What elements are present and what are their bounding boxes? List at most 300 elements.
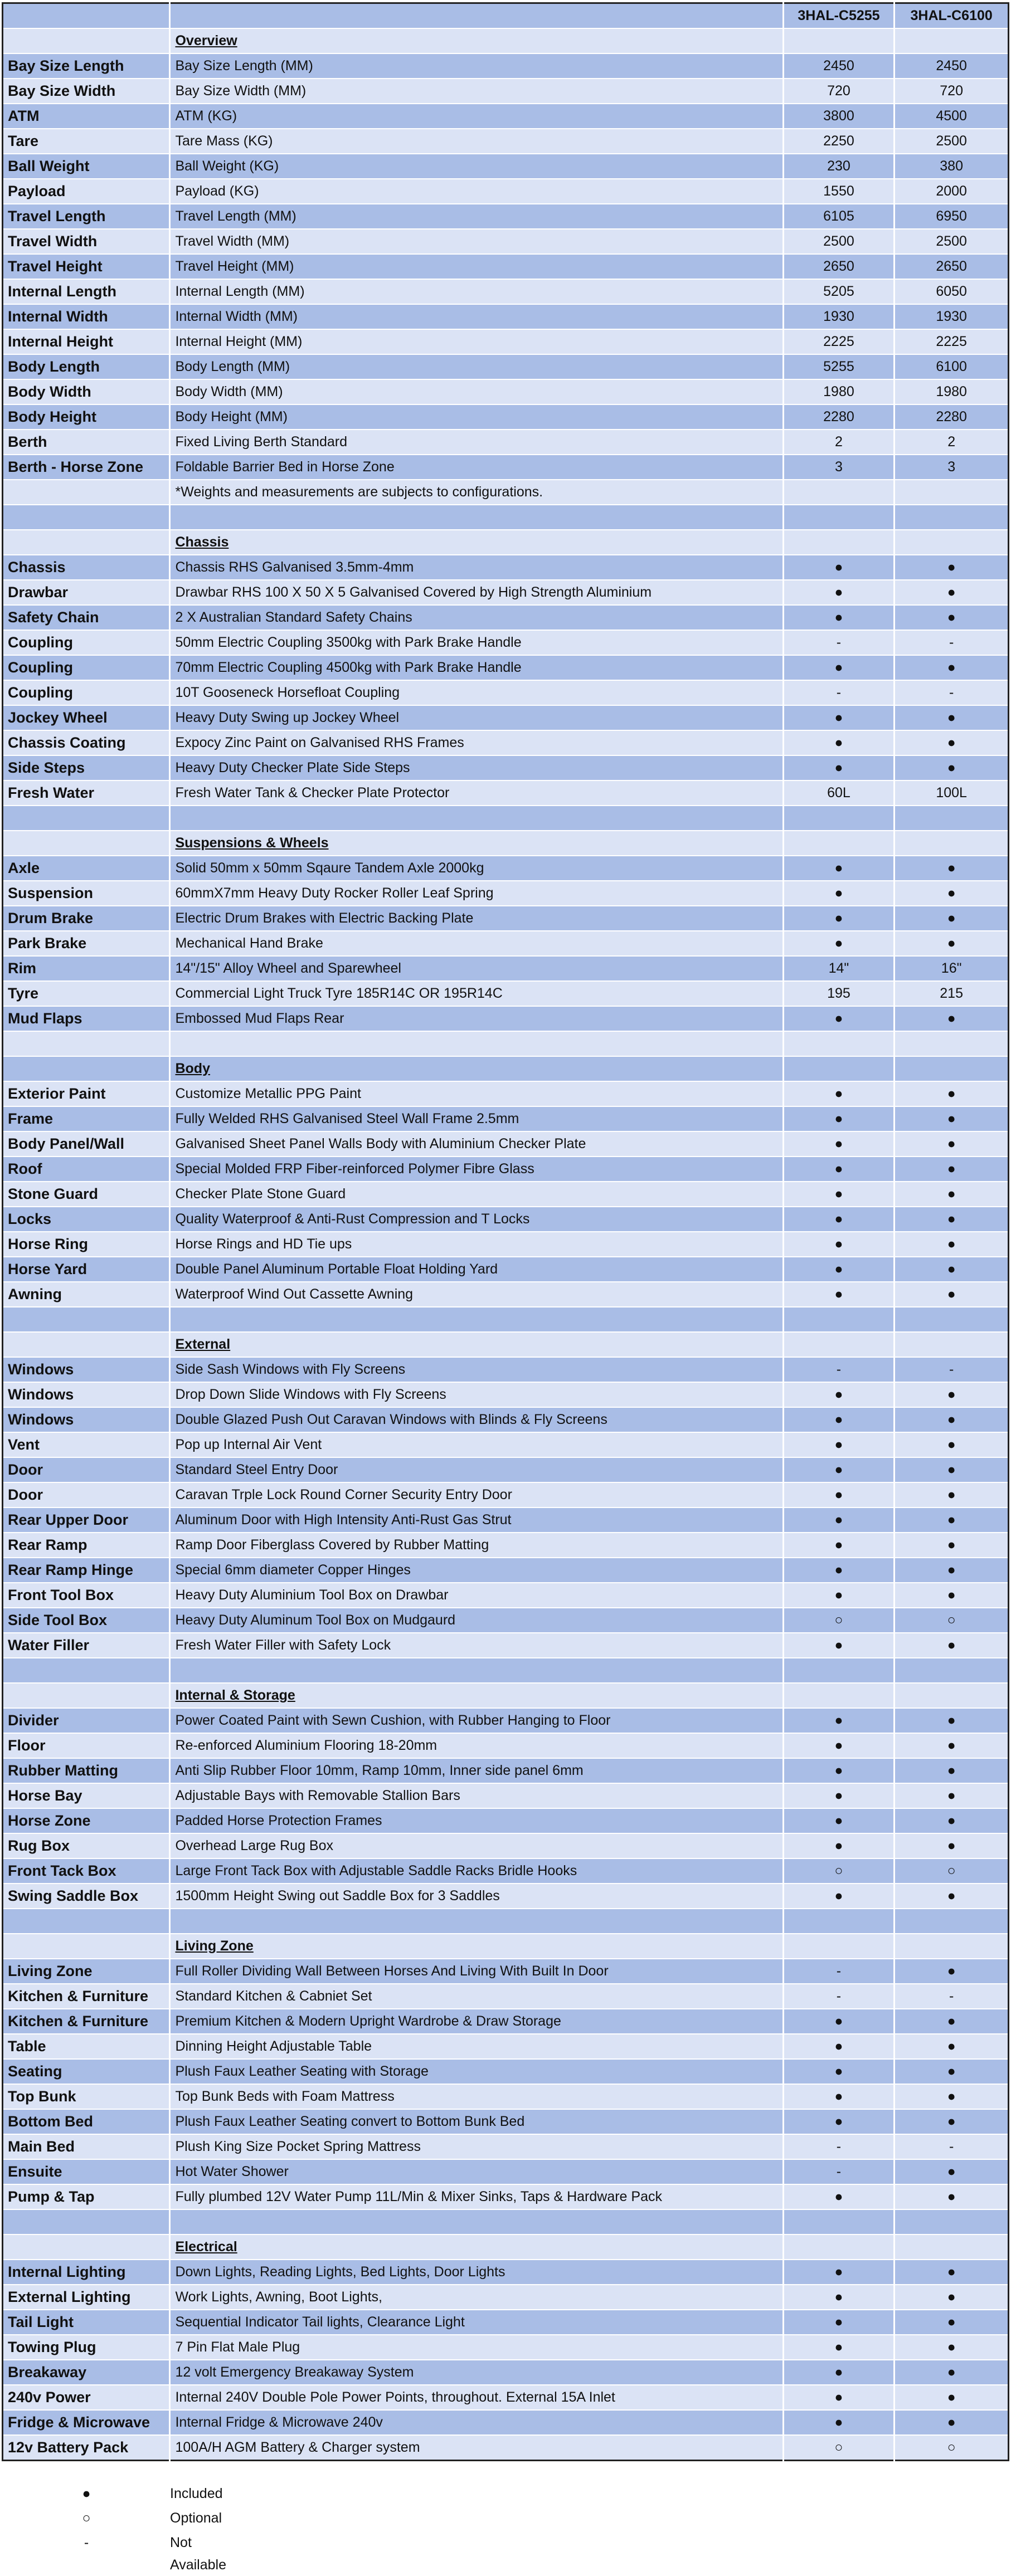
spacer-row: [3, 1909, 1009, 1934]
description: Fully Welded RHS Galvanised Steel Wall Frame 2.5mm: [170, 1106, 783, 1131]
description: Commercial Light Truck Tyre 185R14C OR 195R14C: [170, 981, 783, 1006]
section-title: Suspensions & Wheels: [170, 831, 783, 856]
feature-name: Berth: [3, 430, 170, 455]
model-2-value: 2: [895, 430, 1009, 455]
footnote: *Weights and measurements are subjects to configurations.: [170, 480, 783, 505]
spacer-row: [3, 1658, 1009, 1683]
model-2-value: ●: [895, 1257, 1009, 1282]
model-2-value: ○: [895, 1858, 1009, 1884]
model-1-value: ●: [783, 1884, 895, 1909]
description: Solid 50mm x 50mm Sqaure Tandem Axle 2000kg: [170, 856, 783, 881]
model-2-value: 2225: [895, 329, 1009, 354]
table-row: [3, 680, 1009, 705]
table-row: [3, 1833, 1009, 1858]
model-1-value: ●: [783, 755, 895, 780]
table-row: [3, 1006, 1009, 1031]
model-2-value: -: [895, 1984, 1009, 2009]
section-title: External: [170, 1332, 783, 1357]
table-row: [3, 931, 1009, 956]
legend-label: Optional: [170, 2510, 222, 2526]
model-2-value: [895, 1307, 1009, 1332]
model-2-value: 6050: [895, 279, 1009, 304]
model-2-value: ●: [895, 2009, 1009, 2034]
model-2-value: ●: [895, 856, 1009, 881]
feature-name: [3, 1658, 170, 1683]
feature-name: Windows: [3, 1382, 170, 1407]
feature-name: Fresh Water: [3, 780, 170, 806]
description: Full Roller Dividing Wall Between Horses And Living With Built In Door: [170, 1959, 783, 1984]
feature-name: Rug Box: [3, 1833, 170, 1858]
feature-name: [3, 1683, 170, 1708]
description: Body Height (MM): [170, 404, 783, 430]
model-2-value: [895, 806, 1009, 831]
legend-label: Not Available: [170, 2535, 227, 2573]
feature-name: Chassis Coating: [3, 730, 170, 755]
feature-name: [3, 1332, 170, 1357]
model-1-value: [783, 28, 895, 53]
feature-name: Horse Bay: [3, 1783, 170, 1808]
model-1-value: [783, 1683, 895, 1708]
model-2-value: ●: [895, 1106, 1009, 1131]
description: [170, 1909, 783, 1934]
model-1-value: -: [783, 630, 895, 655]
spacer-row: [3, 1307, 1009, 1332]
table-row: [3, 780, 1009, 806]
model-1-value: ●: [783, 2184, 895, 2209]
model-2-value: -: [895, 1357, 1009, 1382]
model-1-value: -: [783, 1357, 895, 1382]
table-row: [3, 1507, 1009, 1533]
model-2-value: ●: [895, 1382, 1009, 1407]
model-2-value: ●: [895, 755, 1009, 780]
model-2-value: ●: [895, 881, 1009, 906]
model-2-value: [895, 2209, 1009, 2235]
model-1-value: ●: [783, 580, 895, 605]
feature-name: Ball Weight: [3, 154, 170, 179]
table-row: [3, 2385, 1009, 2410]
model-2-value: [895, 1909, 1009, 1934]
description: Double Glazed Push Out Caravan Windows with Blinds & Fly Screens: [170, 1407, 783, 1432]
model-2-value: ●: [895, 2059, 1009, 2084]
section-title: Living Zone: [170, 1934, 783, 1959]
description: Heavy Duty Checker Plate Side Steps: [170, 755, 783, 780]
feature-name: Jockey Wheel: [3, 705, 170, 730]
feature-name: [3, 530, 170, 555]
model-1-value: ●: [783, 1182, 895, 1207]
model-1-value: ●: [783, 1633, 895, 1658]
spec-table-body: [3, 3, 1009, 2461]
model-2-value: ●: [895, 1884, 1009, 1909]
model-2-value: [895, 505, 1009, 530]
description: Fixed Living Berth Standard: [170, 430, 783, 455]
model-2-value: ●: [895, 1758, 1009, 1783]
feature-name: [3, 480, 170, 505]
description: Travel Width (MM): [170, 229, 783, 254]
table-row: [3, 1482, 1009, 1507]
model-1-value: ●: [783, 2084, 895, 2109]
table-row: [3, 580, 1009, 605]
table-row: [3, 655, 1009, 680]
description: 7 Pin Flat Male Plug: [170, 2335, 783, 2360]
table-row: [3, 279, 1009, 304]
description: Waterproof Wind Out Cassette Awning: [170, 1282, 783, 1307]
model-1-value: ●: [783, 1583, 895, 1608]
section-title: Internal & Storage: [170, 1683, 783, 1708]
table-row: [3, 605, 1009, 630]
model-2-value: ●: [895, 1407, 1009, 1432]
table-row: [3, 981, 1009, 1006]
section-row: [3, 28, 1009, 53]
feature-name: Coupling: [3, 630, 170, 655]
feature-name: Exterior Paint: [3, 1081, 170, 1106]
model-1-value: ○: [783, 1858, 895, 1884]
feature-name: [3, 1934, 170, 1959]
feature-name: [3, 1909, 170, 1934]
model-2-value: [895, 831, 1009, 856]
model-2-value: ●: [895, 1783, 1009, 1808]
description: 2 X Australian Standard Safety Chains: [170, 605, 783, 630]
model-1-value: ●: [783, 2310, 895, 2335]
section-title: Overview: [170, 28, 783, 53]
model-1-value: 2650: [783, 254, 895, 279]
model-1-value: 1550: [783, 179, 895, 204]
description: Fresh Water Filler with Safety Lock: [170, 1633, 783, 1658]
description: Embossed Mud Flaps Rear: [170, 1006, 783, 1031]
description: 12 volt Emergency Breakaway System: [170, 2360, 783, 2385]
model-2-value: ●: [895, 1533, 1009, 1558]
model-1-value: ●: [783, 1106, 895, 1131]
table-row: [3, 1131, 1009, 1157]
description: Heavy Duty Aluminum Tool Box on Mudgaurd: [170, 1608, 783, 1633]
description: Horse Rings and HD Tie ups: [170, 1232, 783, 1257]
model-1-value: 3: [783, 455, 895, 480]
model-2-value: 215: [895, 981, 1009, 1006]
model-1-value: ●: [783, 605, 895, 630]
model-2-value: ●: [895, 931, 1009, 956]
description: Galvanised Sheet Panel Walls Body with Aluminium Checker Plate: [170, 1131, 783, 1157]
model-1-value: ●: [783, 705, 895, 730]
table-row: [3, 379, 1009, 404]
table-row: [3, 53, 1009, 79]
legend-symbol: ○: [82, 2510, 91, 2526]
model-1-value: 2: [783, 430, 895, 455]
description: 50mm Electric Coupling 3500kg with Park Brake Handle: [170, 630, 783, 655]
model-2-value: [895, 28, 1009, 53]
feature-name: Bay Size Length: [3, 53, 170, 79]
spec-table: [2, 2, 1009, 2461]
description: Travel Height (MM): [170, 254, 783, 279]
table-row: [3, 705, 1009, 730]
model-1-value: ●: [783, 1708, 895, 1733]
table-row: [3, 2059, 1009, 2084]
feature-name: Door: [3, 1457, 170, 1482]
table-row: [3, 1081, 1009, 1106]
model-header: 3HAL-C6100: [895, 3, 1009, 29]
table-row: [3, 881, 1009, 906]
feature-name: Horse Ring: [3, 1232, 170, 1257]
table-row: [3, 329, 1009, 354]
description: Top Bunk Beds with Foam Mattress: [170, 2084, 783, 2109]
feature-name: External Lighting: [3, 2285, 170, 2310]
feature-name: Living Zone: [3, 1959, 170, 1984]
table-row: [3, 1808, 1009, 1833]
model-1-value: ●: [783, 1533, 895, 1558]
table-row: [3, 956, 1009, 981]
description: Body Width (MM): [170, 379, 783, 404]
model-2-value: ●: [895, 1833, 1009, 1858]
description: 10T Gooseneck Horsefloat Coupling: [170, 680, 783, 705]
model-1-value: -: [783, 2134, 895, 2159]
model-2-value: ●: [895, 2034, 1009, 2059]
model-1-value: ○: [783, 2435, 895, 2461]
feature-name: Side Steps: [3, 755, 170, 780]
model-1-value: ●: [783, 730, 895, 755]
model-1-value: ●: [783, 1733, 895, 1758]
note-row: [3, 480, 1009, 505]
model-1-value: 1930: [783, 304, 895, 329]
feature-name: [3, 2209, 170, 2235]
description: Plush Faux Leather Seating with Storage: [170, 2059, 783, 2084]
model-1-value: ●: [783, 1382, 895, 1407]
model-2-value: ○: [895, 1608, 1009, 1633]
description: [170, 806, 783, 831]
description: Ramp Door Fiberglass Covered by Rubber Matting: [170, 1533, 783, 1558]
model-2-value: ●: [895, 2335, 1009, 2360]
feature-name: [3, 2235, 170, 2260]
table-row: [3, 1984, 1009, 2009]
table-row: [3, 856, 1009, 881]
model-1-value: ●: [783, 1482, 895, 1507]
description: [170, 1307, 783, 1332]
feature-name: Front Tack Box: [3, 1858, 170, 1884]
table-row: [3, 1633, 1009, 1658]
description: Re-enforced Aluminium Flooring 18-20mm: [170, 1733, 783, 1758]
model-2-value: ●: [895, 1157, 1009, 1182]
model-1-value: ●: [783, 1006, 895, 1031]
table-row: [3, 1207, 1009, 1232]
feature-name: Seating: [3, 2059, 170, 2084]
feature-name: Berth - Horse Zone: [3, 455, 170, 480]
model-2-value: ●: [895, 705, 1009, 730]
description: Double Panel Aluminum Portable Float Holding Yard: [170, 1257, 783, 1282]
model-1-value: ●: [783, 881, 895, 906]
model-1-value: ●: [783, 2360, 895, 2385]
description: 1500mm Height Swing out Saddle Box for 3 Saddles: [170, 1884, 783, 1909]
feature-name: Ensuite: [3, 2159, 170, 2184]
feature-name: [3, 28, 170, 53]
model-2-value: ●: [895, 1006, 1009, 1031]
feature-name: Safety Chain: [3, 605, 170, 630]
table-row: [3, 2159, 1009, 2184]
model-1-value: 6105: [783, 204, 895, 229]
feature-name: Travel Height: [3, 254, 170, 279]
feature-name: Tyre: [3, 981, 170, 1006]
model-1-value: ●: [783, 1833, 895, 1858]
feature-name: Mud Flaps: [3, 1006, 170, 1031]
model-2-value: ●: [895, 1282, 1009, 1307]
description: Electric Drum Brakes with Electric Backing Plate: [170, 906, 783, 931]
model-2-value: [895, 480, 1009, 505]
model-1-value: 2250: [783, 129, 895, 154]
table-row: [3, 2034, 1009, 2059]
description: Hot Water Shower: [170, 2159, 783, 2184]
feature-name: Park Brake: [3, 931, 170, 956]
model-2-value: ●: [895, 1182, 1009, 1207]
table-row: [3, 1106, 1009, 1131]
feature-name: Drawbar: [3, 580, 170, 605]
model-1-value: ●: [783, 1207, 895, 1232]
model-1-value: ●: [783, 2260, 895, 2285]
description: Quality Waterproof & Anti-Rust Compression and T Locks: [170, 1207, 783, 1232]
description: Internal Fridge & Microwave 240v: [170, 2410, 783, 2435]
feature-name: Chassis: [3, 555, 170, 580]
model-1-value: 2225: [783, 329, 895, 354]
model-2-value: ●: [895, 2084, 1009, 2109]
description: 14"/15" Alloy Wheel and Sparewheel: [170, 956, 783, 981]
model-2-value: [895, 530, 1009, 555]
model-2-value: 3: [895, 455, 1009, 480]
model-1-value: ●: [783, 2034, 895, 2059]
feature-name: Windows: [3, 1357, 170, 1382]
model-1-value: [783, 1307, 895, 1332]
model-2-value: 2000: [895, 179, 1009, 204]
model-2-value: ●: [895, 2260, 1009, 2285]
feature-name: Bottom Bed: [3, 2109, 170, 2134]
feature-name: Travel Width: [3, 229, 170, 254]
model-2-value: ●: [895, 1507, 1009, 1533]
legend-symbol: ●: [82, 2486, 91, 2501]
table-row: [3, 1407, 1009, 1432]
description: [170, 1658, 783, 1683]
feature-name: Table: [3, 2034, 170, 2059]
model-1-value: 60L: [783, 780, 895, 806]
model-1-value: [783, 480, 895, 505]
description: Bay Size Length (MM): [170, 53, 783, 79]
table-row: [3, 1457, 1009, 1482]
description: Padded Horse Protection Frames: [170, 1808, 783, 1833]
feature-name: Roof: [3, 1157, 170, 1182]
section-title: Chassis: [170, 530, 783, 555]
feature-name: Internal Lighting: [3, 2260, 170, 2285]
table-row: [3, 1783, 1009, 1808]
table-row: [3, 1432, 1009, 1457]
table-row: [3, 2335, 1009, 2360]
model-2-value: [895, 2235, 1009, 2260]
feature-name: Horse Yard: [3, 1257, 170, 1282]
model-2-value: ●: [895, 906, 1009, 931]
description: Standard Kitchen & Cabniet Set: [170, 1984, 783, 2009]
model-2-value: ●: [895, 730, 1009, 755]
model-2-value: ●: [895, 1482, 1009, 1507]
description: Internal Width (MM): [170, 304, 783, 329]
feature-name: Kitchen & Furniture: [3, 1984, 170, 2009]
section-row: [3, 1934, 1009, 1959]
table-row: [3, 1182, 1009, 1207]
feature-name: Floor: [3, 1733, 170, 1758]
table-row: [3, 2310, 1009, 2335]
model-1-value: ●: [783, 1232, 895, 1257]
model-2-value: 1930: [895, 304, 1009, 329]
model-1-value: 195: [783, 981, 895, 1006]
table-row: [3, 1583, 1009, 1608]
model-1-value: ●: [783, 1558, 895, 1583]
model-2-value: [895, 1332, 1009, 1357]
table-row: [3, 2084, 1009, 2109]
feature-name: ATM: [3, 104, 170, 129]
feature-name: Body Length: [3, 354, 170, 379]
model-1-value: [783, 2209, 895, 2235]
table-row: [3, 104, 1009, 129]
model-2-value: [895, 1658, 1009, 1683]
model-2-value: ●: [895, 1081, 1009, 1106]
feature-name: Internal Width: [3, 304, 170, 329]
description: Expocy Zinc Paint on Galvanised RHS Frames: [170, 730, 783, 755]
feature-name: Rear Ramp: [3, 1533, 170, 1558]
feature-name: Rear Ramp Hinge: [3, 1558, 170, 1583]
feature-name: Body Width: [3, 379, 170, 404]
model-1-value: 5205: [783, 279, 895, 304]
description: Pop up Internal Air Vent: [170, 1432, 783, 1457]
description: Bay Size Width (MM): [170, 79, 783, 104]
table-row: [3, 404, 1009, 430]
feature-name: Axle: [3, 856, 170, 881]
model-1-value: 5255: [783, 354, 895, 379]
table-row: [3, 179, 1009, 204]
table-row: [3, 1959, 1009, 1984]
model-1-value: ●: [783, 555, 895, 580]
spacer-row: [3, 1031, 1009, 1056]
table-row: [3, 2285, 1009, 2310]
table-row: [3, 1558, 1009, 1583]
model-2-value: 6950: [895, 204, 1009, 229]
feature-name: Awning: [3, 1282, 170, 1307]
description: Payload (KG): [170, 179, 783, 204]
description: Aluminum Door with High Intensity Anti-Rust Gas Strut: [170, 1507, 783, 1533]
model-1-value: ●: [783, 2335, 895, 2360]
model-2-value: 16": [895, 956, 1009, 981]
model-1-value: 2500: [783, 229, 895, 254]
feature-name: Coupling: [3, 680, 170, 705]
model-2-value: ●: [895, 1131, 1009, 1157]
feature-name: Divider: [3, 1708, 170, 1733]
description: Chassis RHS Galvanised 3.5mm-4mm: [170, 555, 783, 580]
description: Plush Faux Leather Seating convert to Bottom Bunk Bed: [170, 2109, 783, 2134]
model-1-value: 2280: [783, 404, 895, 430]
feature-name: [3, 831, 170, 856]
model-1-value: -: [783, 2159, 895, 2184]
model-1-value: [783, 2235, 895, 2260]
table-row: [3, 2435, 1009, 2461]
section-row: [3, 530, 1009, 555]
feature-name: 12v Battery Pack: [3, 2435, 170, 2461]
table-row: [3, 1357, 1009, 1382]
model-2-value: ●: [895, 2184, 1009, 2209]
feature-name: Breakaway: [3, 2360, 170, 2385]
description: Special Molded FRP Fiber-reinforced Polymer Fibre Glass: [170, 1157, 783, 1182]
model-2-value: ●: [895, 1232, 1009, 1257]
feature-name: Horse Zone: [3, 1808, 170, 1833]
feature-name: Side Tool Box: [3, 1608, 170, 1633]
feature-name: Internal Height: [3, 329, 170, 354]
table-row: [3, 2009, 1009, 2034]
table-row: [3, 1733, 1009, 1758]
model-1-value: ●: [783, 2109, 895, 2134]
model-1-value: ●: [783, 1257, 895, 1282]
model-1-value: 720: [783, 79, 895, 104]
feature-name: Locks: [3, 1207, 170, 1232]
section-title: Body: [170, 1056, 783, 1081]
model-1-value: ●: [783, 2285, 895, 2310]
